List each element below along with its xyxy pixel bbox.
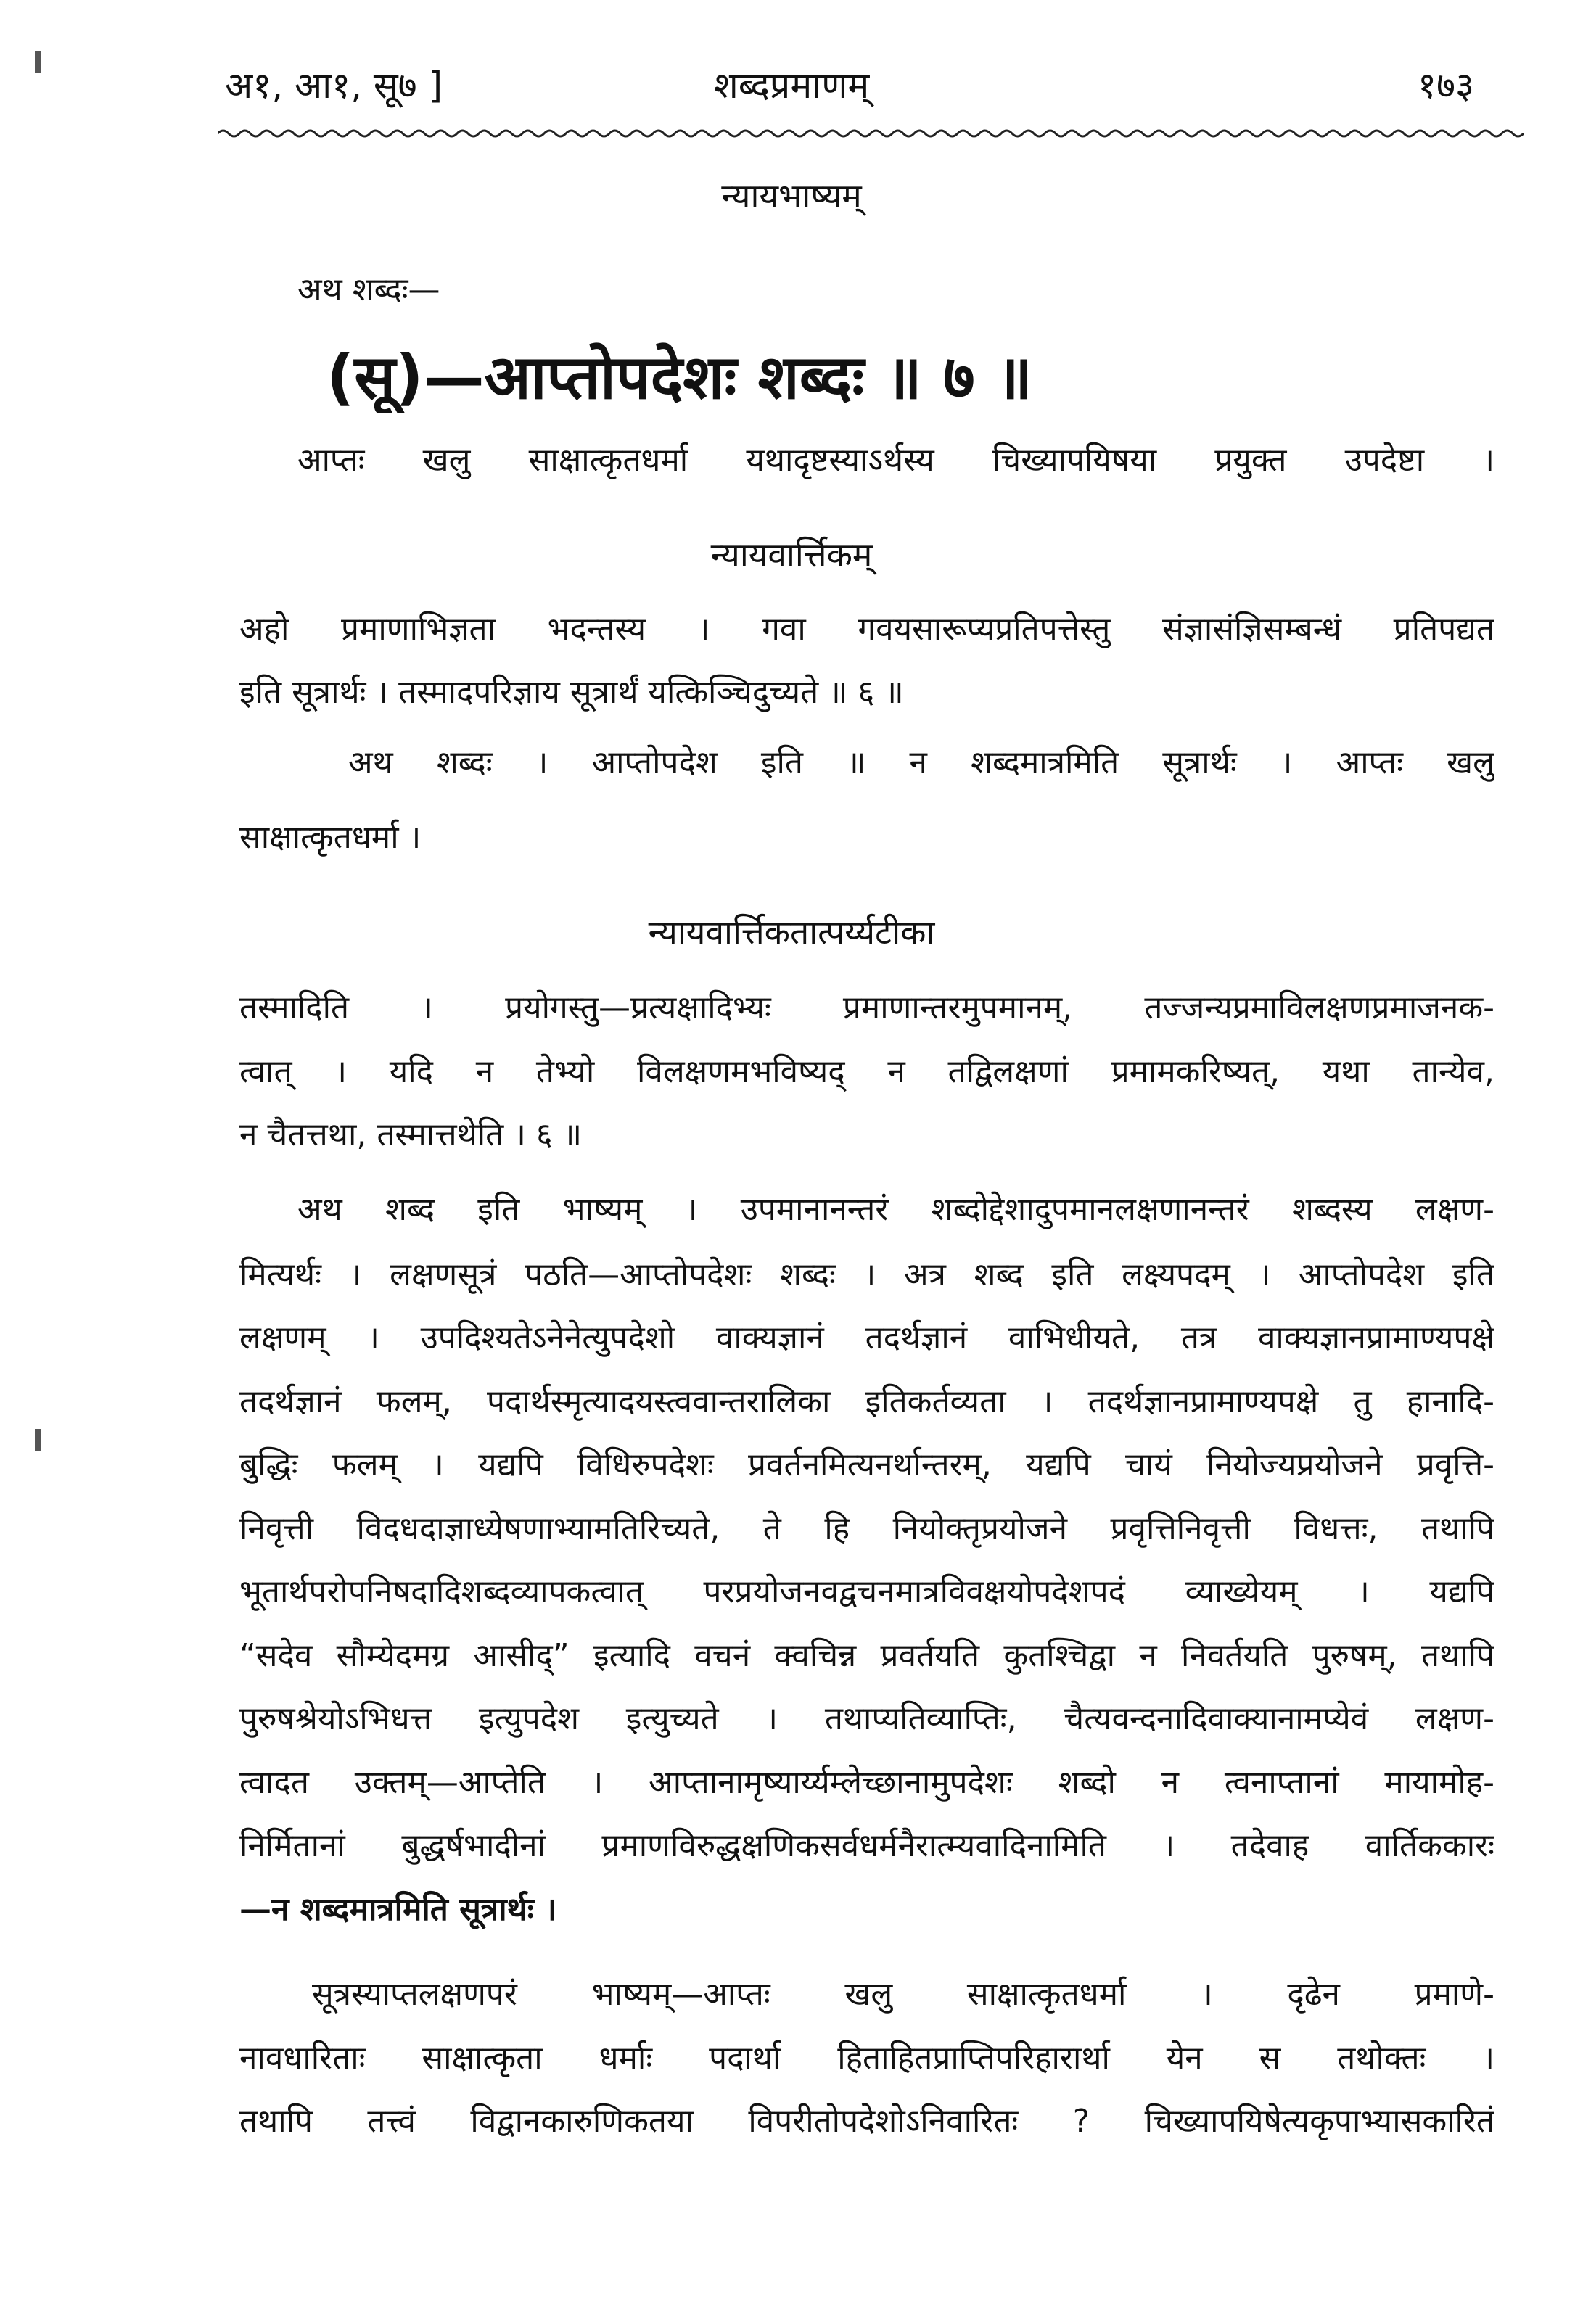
tika-line: बुद्धिः फलम् । यद्यपि विधिरुपदेशः प्रवर्तनमित्यनर्थान्तरम्, यद्यपि चायं नियोज्यप्रयोजने प्रवृत्ति- [239, 1446, 1494, 1483]
tika-line: “सदेव सौम्येदमग्र आसीद्” इत्यादि वचनं क्वचिन्न प्रवर्तयति कुतश्चिद्वा न निवर्तयति पुरुषम्, तथापि [239, 1637, 1494, 1674]
tika-line: त्वात् । यदि न तेभ्यो विलक्षणमभविष्यद् न तद्विलक्षणां प्रमामकरिष्यत्, यथा तान्येव, [239, 1053, 1494, 1090]
tika-line: तदर्थज्ञानं फलम्, पदार्थस्मृत्यादयस्त्ववान्तरालिका इतिकर्तव्यता । तदर्थज्ञानप्रामाण्यपक्षे तु हानादि- [239, 1383, 1494, 1420]
tika-line: तस्मादिति । प्रयोगस्तु—प्रत्यक्षादिभ्यः प्रमाणान्तरमुपमानम्, तज्जन्यप्रमाविलक्षणप्रमाजनक- [239, 989, 1494, 1026]
tika-line: त्वादत उक्तम्—आप्तेति । आप्तानामृष्यार्य्यम्लेच्छानामुपदेशः शब्दो न त्वनाप्तानां मायामोह- [239, 1764, 1494, 1801]
tika-line: लक्षणम् । उपदिश्यतेऽनेनेत्युपदेशो वाक्यज्ञानं तदर्थज्ञानं वाभिधीयते, तत्र वाक्यज्ञानप्रामाण्यपक्षे [239, 1319, 1494, 1356]
vartika-line: इति सूत्रार्थः । तस्मादपरिज्ञाय सूत्रार्थं यत्किञ्चिदुच्यते ॥ ६ ॥ [239, 674, 904, 711]
tika-line: निर्मितानां बुद्धर्षभादीनां प्रमाणविरुद्धक्षणिकसर्वधर्मनैरात्म्यवादिनामिति । तदेवाह वार्तिककारः [239, 1827, 1494, 1864]
tika-line: भूतार्थपरोपनिषदादिशब्दव्यापकत्वात् परप्रयोजनवद्वचनमात्रविवक्षयोपदेशपदं व्याख्येयम् । यद्यपि [239, 1573, 1494, 1610]
running-head-section: अ१, आ१, सू७ ] [225, 65, 443, 107]
tika-line: न चैतत्तथा, तस्मात्तथेति । ६ ॥ [239, 1116, 583, 1153]
margin-mark [35, 1429, 41, 1451]
tika-line: पुरुषश्रेयोऽभिधत्त इत्युपदेश इत्युच्यते । तथाप्यतिव्याप्तिः, चैत्यवन्दनादिवाक्यानामप्येवं लक्षण- [239, 1700, 1494, 1737]
section-heading-bhashya: न्यायभाष्यम् [721, 176, 862, 215]
tika-line: मित्यर्थः । लक्षणसूत्रं पठति—आप्तोपदेशः शब्दः । अत्र शब्द इति लक्ष्यपदम् । आप्तोपदेश इति [239, 1256, 1494, 1293]
running-head-title: शब्दप्रमाणम् [713, 65, 870, 107]
tika-line: तथापि तत्त्वं विद्वानकारुणिकतया विपरीतोपदेशोऽनिवारितः ? चिख्यापयिषेत्यकृपाभ्यासकारितं [239, 2103, 1494, 2140]
tika-line: सूत्रस्याप्तलक्षणपरं भाष्यम्—आप्तः खलु साक्षात्कृतधर्मा । दृढेन प्रमाणे- [312, 1976, 1494, 2013]
vartika-line: साक्षात्कृतधर्मा । [239, 819, 422, 856]
section-heading-vartika: न्यायवार्त्तिकम् [710, 535, 873, 574]
tika-line: —न शब्दमात्रमिति सूत्रार्थः । [239, 1891, 557, 1928]
section-heading-tika: न्यायवार्त्तिकतात्पर्य्यटीका [648, 912, 935, 952]
bhashya-intro: अथ शब्दः— [297, 271, 440, 308]
tika-line: अथ शब्द इति भाष्यम् । उपमानानन्तरं शब्दोद्देशादुपमानलक्षणानन्तरं शब्दस्य लक्षण- [297, 1191, 1494, 1228]
tika-line: निवृत्ती विदधदाज्ञाध्येषणाभ्यामतिरिच्यते, ते हि नियोक्तृप्रयोजने प्रवृत्तिनिवृत्ती विधत्तः, तथापि [239, 1510, 1494, 1547]
vartika-line: अहो प्रमाणाभिज्ञता भदन्तस्य । गवा गवयसारूप्यप्रतिपत्तेस्तु संज्ञासंज्ञिसम्बन्धं प्रतिपद्यत [239, 611, 1494, 648]
header-rule [218, 125, 1524, 142]
tika-line: नावधारिताः साक्षात्कृता धर्माः पदार्था हिताहितप्राप्तिपरिहारार्था येन स तथोक्तः । [239, 2040, 1494, 2077]
page-number: १७३ [1418, 65, 1474, 107]
sutra-text: (सू)—आप्तोपदेशः शब्दः ॥ ७ ॥ [326, 342, 1033, 413]
vartika-line: अथ शब्दः । आप्तोपदेश इति ॥ न शब्दमात्रमिति सूत्रार्थः । आप्तः खलु [348, 744, 1494, 781]
bhashya-text: आप्तः खलु साक्षात्कृतधर्मा यथादृष्टस्याऽर्थस्य चिख्यापयिषया प्रयुक्त उपदेष्टा । [297, 442, 1494, 479]
